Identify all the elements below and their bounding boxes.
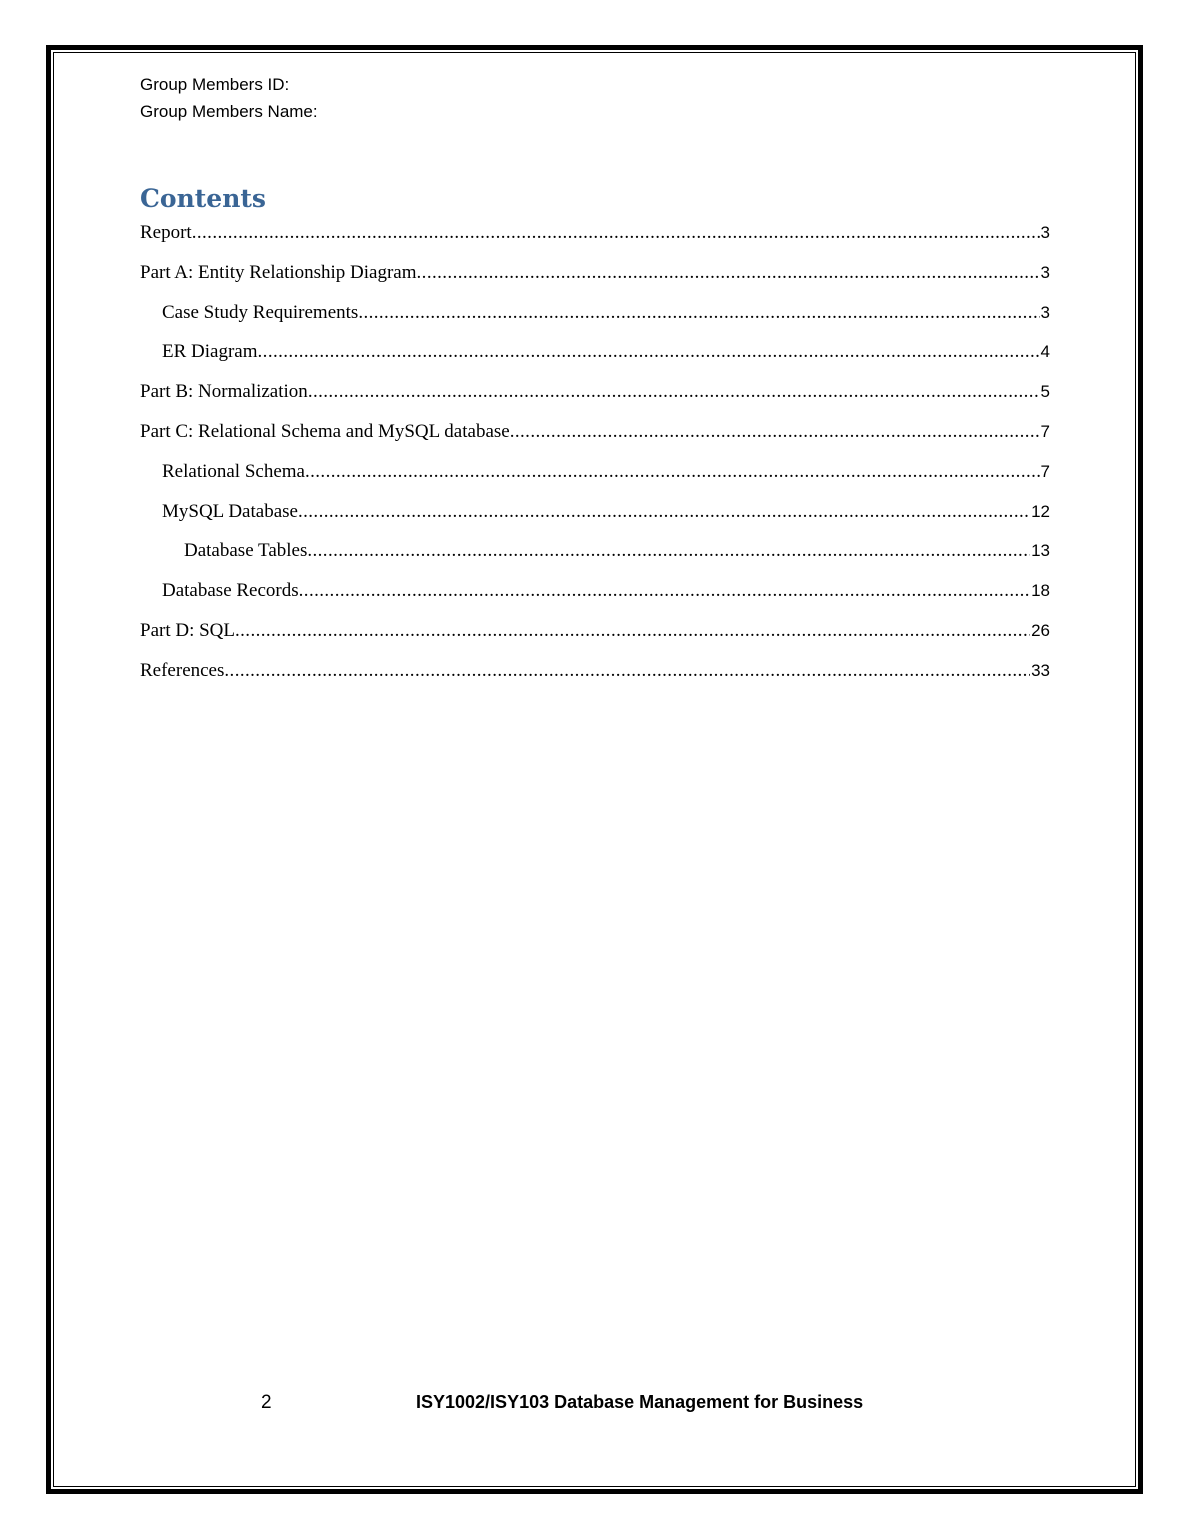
- toc-entry-title[interactable]: Report: [140, 222, 192, 243]
- toc-dot-leader: [417, 262, 1040, 284]
- toc-entry[interactable]: [140, 501, 1050, 541]
- toc-entry-title[interactable]: References: [140, 659, 225, 681]
- toc-entry[interactable]: [140, 660, 1050, 700]
- toc-dot-leader: [308, 381, 1040, 403]
- toc-entry-page-number[interactable]: 18: [1031, 581, 1050, 601]
- toc-entry-page-number[interactable]: 12: [1031, 501, 1050, 521]
- toc-entry-page-number[interactable]: 13: [1031, 541, 1050, 561]
- toc-entry-title[interactable]: Case Study Requirements: [162, 301, 359, 323]
- toc-entry[interactable]: [140, 302, 1050, 342]
- table-of-contents: [140, 222, 1050, 700]
- footer-page-number: 2: [261, 1392, 272, 1413]
- toc-entry-page-number[interactable]: 3: [1040, 302, 1050, 322]
- toc-entry-page-number[interactable]: 3: [1040, 223, 1050, 242]
- contents-heading: Contents: [140, 184, 267, 213]
- footer-course-title: ISY1002/ISY103 Database Management for Business: [416, 1392, 864, 1412]
- toc-entry-title[interactable]: Part C: Relational Schema and MySQL database: [140, 420, 510, 442]
- toc-entry-title[interactable]: Part A: Entity Relationship Diagram: [140, 261, 417, 283]
- group-members-id-label: Group Members ID:: [140, 75, 290, 94]
- toc-dot-leader: [510, 421, 1040, 443]
- toc-entry-page-number[interactable]: 33: [1031, 660, 1050, 680]
- toc-entry[interactable]: [140, 461, 1050, 501]
- toc-entry[interactable]: [140, 540, 1050, 580]
- group-info: [140, 71, 318, 125]
- toc-entry-title[interactable]: Part D: SQL: [140, 619, 235, 641]
- toc-entry[interactable]: [140, 222, 1050, 262]
- toc-dot-leader: [258, 341, 1040, 363]
- toc-dot-leader: [235, 620, 1030, 642]
- toc-entry-page-number[interactable]: 5: [1040, 382, 1050, 402]
- toc-dot-leader: [192, 222, 1040, 244]
- toc-dot-leader: [358, 302, 1039, 324]
- group-members-name-label: Group Members Name:: [140, 102, 318, 121]
- toc-entry-title[interactable]: Part B: Normalization: [140, 381, 308, 403]
- toc-dot-leader: [298, 501, 1030, 523]
- toc-entry[interactable]: [140, 381, 1050, 421]
- toc-entry-title[interactable]: MySQL Database: [162, 500, 298, 522]
- toc-entry-title[interactable]: Database Records: [162, 580, 299, 602]
- toc-entry-title[interactable]: Database Tables: [184, 540, 308, 562]
- toc-entry-page-number[interactable]: 7: [1040, 461, 1050, 481]
- toc-entry-title[interactable]: Relational Schema: [162, 460, 305, 482]
- toc-dot-leader: [305, 461, 1040, 483]
- toc-entry-page-number[interactable]: 7: [1040, 421, 1050, 441]
- toc-entry-page-number[interactable]: 4: [1040, 342, 1050, 362]
- toc-entry-page-number[interactable]: 26: [1031, 620, 1050, 640]
- toc-entry[interactable]: [140, 262, 1050, 302]
- toc-entry[interactable]: [140, 620, 1050, 660]
- toc-dot-leader: [224, 660, 1030, 682]
- toc-entry[interactable]: [140, 341, 1050, 381]
- toc-entry[interactable]: [140, 421, 1050, 461]
- toc-entry-page-number[interactable]: 3: [1040, 262, 1050, 282]
- toc-entry-title[interactable]: ER Diagram: [162, 341, 258, 363]
- toc-dot-leader: [307, 540, 1030, 562]
- toc-dot-leader: [299, 580, 1030, 602]
- toc-entry[interactable]: [140, 580, 1050, 620]
